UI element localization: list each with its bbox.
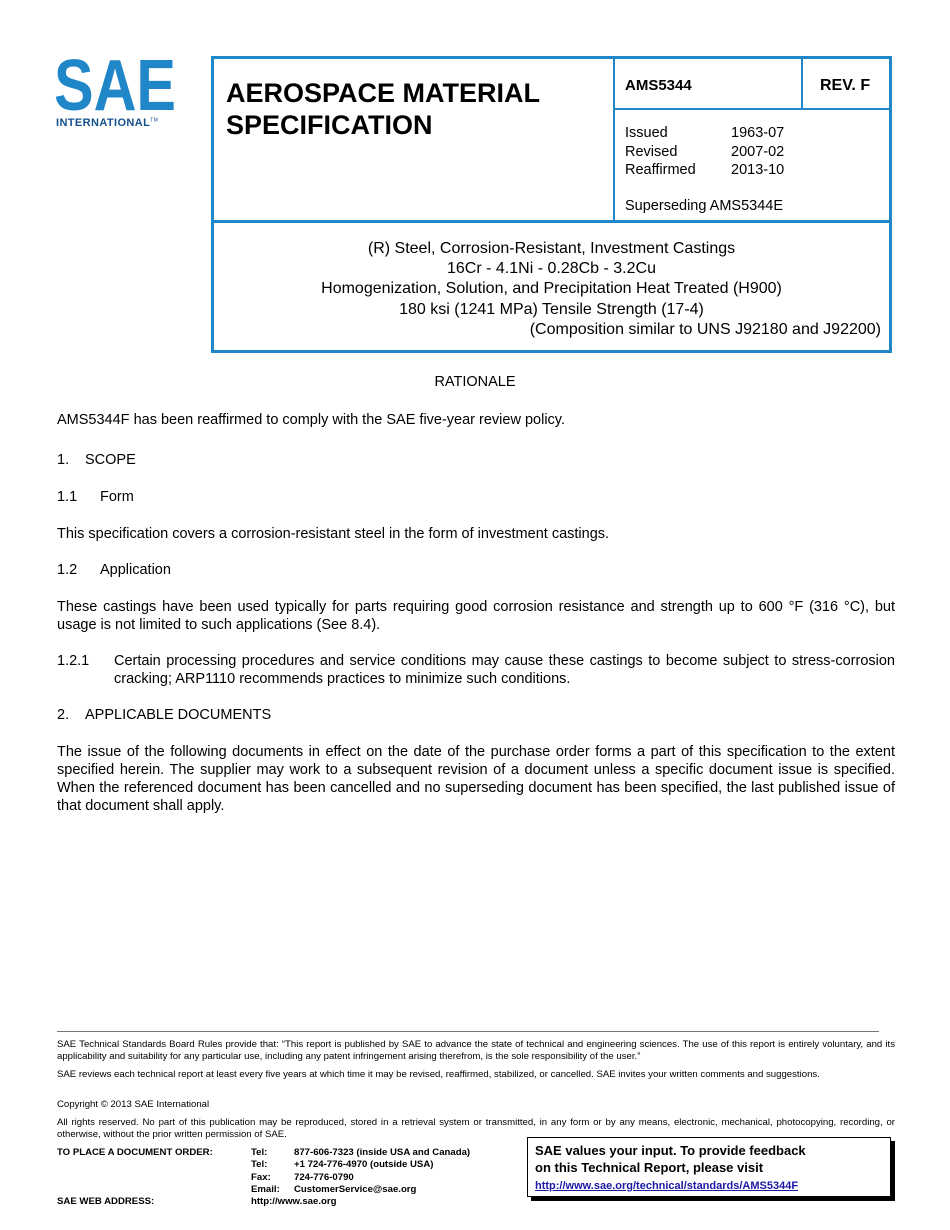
section-1-2-1: 1.2.1 Certain processing procedures and service conditions may cause these castings to become subject to stress-corrosion cracking; ARP1110 recommends practices to minimize such conditions. <box>57 653 895 687</box>
subject-block: (R) Steel, Corrosion-Resistant, Investment Castings 16Cr - 4.1Ni - 0.28Cb - 3.2Cu Homogenization, Solution, and Precipitation Heat Treated (H900) 180 ksi (1241 MPa) Tensile Strength (17-4) (Composition similar to UNS J92180 and J92200) <box>321 240 881 338</box>
footer-review: SAE reviews each technical report at least every five years at which time it may be revised, reaffirmed, stabilized, or cancelled. SAE invites your written comments and suggestions. <box>57 1069 820 1080</box>
section-2-text: The issue of the following documents in effect on the date of the purchase order forms a part of this specification to the extent specified herein. The supplier may work to a subsequent revision of a document unless a specific document issue is specified. When the referenced document has been cancelled and no superseding document has been specified, the last published issue of that document shall apply. <box>57 744 895 814</box>
order-info: TO PLACE A DOCUMENT ORDER: Tel: 877-606-7323 (inside USA and Canada) Tel: +1 724-776-4970 (outside USA) Fax: 724-776-0790 Email: CustomerService@sae.org SAE WEB ADDRESS: http://www.sae.org <box>57 1147 471 1208</box>
footer-rule <box>57 1031 879 1032</box>
feedback-box: SAE values your input. To provide feedback on this Technical Report, please visit http://www.sae.org/technical/standards/AMS5344F <box>527 1137 891 1197</box>
sae-logo-subtext: INTERNATIONAL™ <box>56 117 159 129</box>
date-row-revised: Revised 2007-02 <box>625 143 785 160</box>
section-1-1-heading: 1.1 Form <box>57 489 134 505</box>
document-type-title: AEROSPACE MATERIAL SPECIFICATION <box>226 78 541 140</box>
feedback-link[interactable]: http://www.sae.org/technical/standards/AMS5344F <box>535 1180 799 1192</box>
footer-copyright: Copyright © 2013 SAE International <box>57 1099 210 1110</box>
date-row-issued: Issued 1963-07 <box>625 125 785 141</box>
section-1-heading: 1. SCOPE <box>57 452 136 468</box>
rationale-text: AMS5344F has been reaffirmed to comply with the SAE five-year review policy. <box>57 412 565 428</box>
revision-label: REV. F <box>820 77 871 94</box>
section-1-2-heading: 1.2 Application <box>57 562 171 578</box>
sae-logo-text: SAE <box>54 54 176 116</box>
sae-logo-mark <box>54 54 178 116</box>
document-dates <box>625 124 784 180</box>
section-1-2-text: These castings have been used typically for parts requiring good corrosion resistance and strength up to 600 °F (316 °C), but usage is not limited to such applications (See 8.4). <box>57 599 895 633</box>
rationale-heading: RATIONALE <box>434 374 516 390</box>
section-1-1-text: This specification covers a corrosion-resistant steel in the form of investment castings. <box>57 526 610 542</box>
document-number: AMS5344 <box>625 77 692 94</box>
footer-rules: SAE Technical Standards Board Rules provide that: “This report is published by SAE to advance the state of technical and engineering sciences. The use of this report is entirely voluntary, and its applicability and suitability for any particular use, including any patent infringement arising therefrom, is the sole responsibility of the user.” <box>57 1039 895 1063</box>
sae-logo <box>54 54 178 134</box>
date-row-reaffirmed: Reaffirmed 2013-10 <box>625 162 785 178</box>
section-2-heading: 2. APPLICABLE DOCUMENTS <box>57 707 272 723</box>
superseding-note: Superseding AMS5344E <box>625 198 783 214</box>
footer-rights: All rights reserved. No part of this publication may be reproduced, stored in a retrieval system or transmitted, in any form or by any means, electronic, mechanical, photocopying, recording, or otherwise, without the prior written permission of SAE. <box>57 1117 895 1141</box>
spec-header-box <box>211 56 892 353</box>
